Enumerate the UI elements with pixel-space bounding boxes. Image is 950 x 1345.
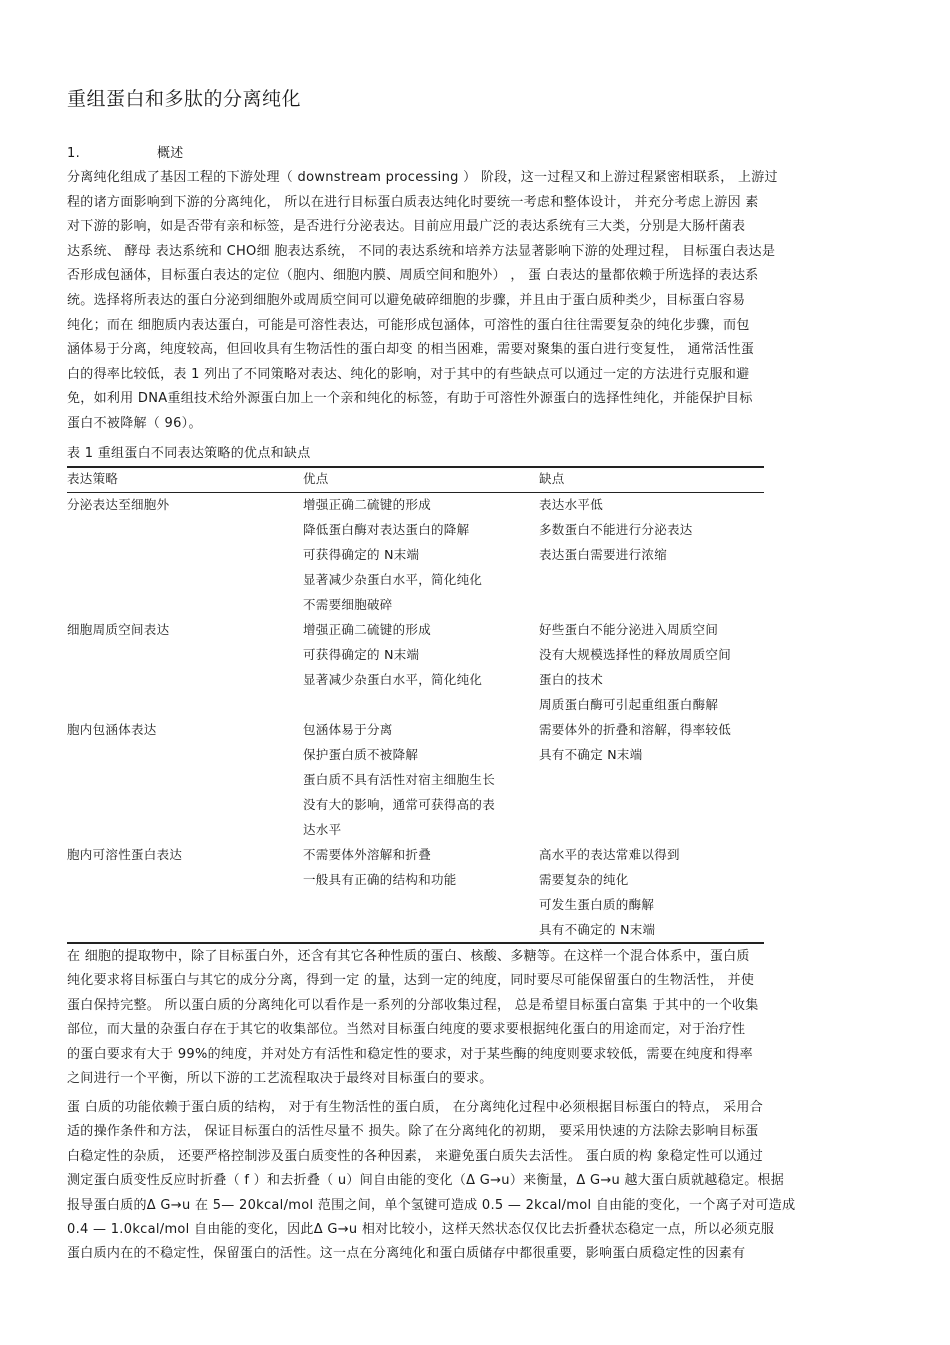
table-cell-strategy: 胞内可溶性蛋白表达 bbox=[67, 847, 183, 862]
table-cell-advantage: 可获得确定的 N末端 bbox=[303, 547, 420, 562]
table-caption: 表 1 重组蛋白不同表达策略的优点和缺点 bbox=[67, 446, 311, 461]
para3-line: 0.4 — 1.0kcal/mol 自由能的变化，因此Δ G→u 相对比较小，这样天然状态仅仅比去折叠状态稳定一点，所以必须克服 bbox=[67, 1222, 775, 1237]
table-cell-advantage: 降低蛋白酶对表达蛋白的降解 bbox=[303, 522, 470, 537]
para2-line: 的蛋白要求有大于 99%的纯度，并对处方有活性和稳定性的要求，对于某些酶的纯度则要求较低，需要在纯度和得率 bbox=[67, 1046, 753, 1062]
table-cell-disadvantage: 没有大规模选择性的释放周质空间 bbox=[539, 647, 732, 662]
table-cell-advantage: 不需要细胞破碎 bbox=[303, 597, 393, 612]
para2-line: 在 细胞的提取物中，除了目标蛋白外，还含有其它各种性质的蛋白、核酸、多糖等。在这样一个混合体系中，蛋白质 bbox=[67, 949, 750, 964]
table-bottom-rule bbox=[67, 942, 764, 944]
intro-line: 纯化；而在 细胞质内表达蛋白，可能是可溶性表达，可能形成包涵体，可溶性的蛋白往往需要复杂的纯化步骤，而包 bbox=[67, 317, 750, 333]
table-top-rule bbox=[67, 466, 764, 468]
table-cell-advantage: 保护蛋白质不被降解 bbox=[303, 747, 419, 762]
section-heading-row bbox=[67, 146, 184, 162]
intro-line: 白的得率比较低，表 1 列出了不同策略对表达、纯化的影响，对于其中的有些缺点可以通过一定的方法进行克服和避 bbox=[67, 366, 750, 382]
table-cell-strategy: 胞内包涵体表达 bbox=[67, 722, 157, 737]
table-cell-disadvantage: 具有不确定的 N末端 bbox=[539, 922, 656, 937]
table-cell-advantage: 一般具有正确的结构和功能 bbox=[303, 872, 457, 887]
intro-line: 蛋白不被降解（ 96）。 bbox=[67, 416, 202, 431]
section-heading: 概述 bbox=[157, 146, 184, 161]
para3-line: 白稳定性的杂质， 还要严格控制涉及蛋白质变性的各种因素， 来避免蛋白质失去活性。 蛋白质的构 象稳定性可以通过 bbox=[67, 1148, 764, 1164]
table-cell-advantage: 蛋白质不具有活性对宿主细胞生长 bbox=[303, 772, 496, 787]
para2-line: 部位，而大量的杂蛋白存在于其它的收集部位。当然对目标蛋白纯度的要求要根据纯化蛋白的用途而定，对于治疗性 bbox=[67, 1022, 746, 1038]
table-cell-strategy: 分泌表达至细胞外 bbox=[67, 497, 170, 512]
section-number: 1. bbox=[67, 146, 81, 161]
table-cell-disadvantage: 周质蛋白酶可引起重组蛋白酶解 bbox=[539, 697, 719, 712]
para3-line: 报导蛋白质的Δ G→u 在 5— 20kcal/mol 范围之间，单个氢键可造成 0.5 — 2kcal/mol 自由能的变化，一个离子对可造成 bbox=[67, 1197, 796, 1213]
para3-line: 蛋白质内在的不稳定性，保留蛋白的活性。这一点在分离纯化和蛋白质储存中都很重要，影响蛋白质稳定性的因素有 bbox=[67, 1246, 746, 1262]
intro-line: 统。选择将所表达的蛋白分泌到细胞外或周质空间可以避免破碎细胞的步骤，并且由于蛋白质种类少，目标蛋白容易 bbox=[67, 293, 746, 308]
table-cell-advantage: 增强正确二硫键的形成 bbox=[303, 497, 432, 512]
para2-line: 蛋白保持完整。 所以蛋白质的分离纯化可以看作是一系列的分部收集过程， 总是希望目标蛋白富集 于其中的一个收集 bbox=[67, 997, 759, 1013]
para3-line: 测定蛋白质变性反应时折叠（ f ）和去折叠（ u）间自由能的变化（Δ G→u）来衡量，Δ G→u 越大蛋白质就越稳定。根据 bbox=[67, 1173, 785, 1189]
table-cell-advantage: 达水平 bbox=[303, 822, 342, 837]
table-cell-advantage: 增强正确二硫键的形成 bbox=[303, 622, 432, 637]
para3-line: 适的操作条件和方法， 保证目标蛋白的活性尽量不 损失。除了在分离纯化的初期， 要采用快速的方法除去影响目标蛋 bbox=[67, 1124, 759, 1140]
table-cell-disadvantage: 表达水平低 bbox=[539, 497, 604, 512]
table-cell-advantage: 包涵体易于分离 bbox=[303, 722, 393, 737]
intro-line: 涵体易于分离，纯度较高，但回收具有生物活性的蛋白却变 的相当困难，需要对聚集的蛋白进行变复性， 通常活性蛋 bbox=[67, 342, 755, 358]
table-header-disadvantages: 缺点 bbox=[539, 471, 565, 486]
intro-line: 程的诸方面影响到下游的分离纯化， 所以在进行目标蛋白质表达纯化时要统一考虑和整体设计， 并充分考虑上游因 素 bbox=[67, 194, 759, 210]
intro-line: 免，如利用 DNA重组技术给外源蛋白加上一个亲和纯化的标签，有助于可溶性外源蛋白的选择性纯化，并能保护目标 bbox=[67, 391, 753, 407]
table-cell-disadvantage: 需要复杂的纯化 bbox=[539, 872, 629, 887]
table-cell-disadvantage: 蛋白的技术 bbox=[539, 672, 604, 687]
intro-line: 达系统、 酵母 表达系统和 CHO细 胞表达系统， 不同的表达系统和培养方法显著影响下游的处理过程， 目标蛋白表达是 bbox=[67, 243, 776, 259]
table-cell-strategy: 细胞周质空间表达 bbox=[67, 622, 170, 637]
table-cell-disadvantage: 需要体外的折叠和溶解，得率较低 bbox=[539, 722, 732, 737]
intro-line: 否形成包涵体，目标蛋白表达的定位（胞内、细胞内膜、周质空间和胞外） ， 蛋 白表达的量都依赖于所选择的表达系 bbox=[67, 268, 759, 284]
table-cell-advantage: 显著减少杂蛋白水平，简化纯化 bbox=[303, 672, 483, 687]
intro-line: 对下游的影响，如是否带有亲和标签，是否进行分泌表达。目前应用最广泛的表达系统有三大类，分别是大肠杆菌表 bbox=[67, 219, 746, 235]
table-header-advantages: 优点 bbox=[303, 471, 329, 486]
table-cell-disadvantage: 可发生蛋白质的酶解 bbox=[539, 897, 655, 912]
intro-line: 分离纯化组成了基因工程的下游处理（ downstream processing ） 阶段，这一过程又和上游过程紧密相联系， 上游过 bbox=[67, 170, 778, 185]
table-cell-disadvantage: 高水平的表达常难以得到 bbox=[539, 847, 680, 862]
para3-line: 蛋 白质的功能依赖于蛋白质的结构， 对于有生物活性的蛋白质， 在分离纯化过程中必须根据目标蛋白的特点， 采用合 bbox=[67, 1100, 764, 1115]
table-cell-disadvantage: 多数蛋白不能进行分泌表达 bbox=[539, 522, 693, 537]
table-cell-disadvantage: 表达蛋白需要进行浓缩 bbox=[539, 547, 668, 562]
table-cell-disadvantage: 好些蛋白不能分泌进入周质空间 bbox=[539, 622, 719, 637]
table-header-strategy: 表达策略 bbox=[67, 471, 119, 486]
para2-line: 之间进行一个平衡，所以下游的工艺流程取决于最终对目标蛋白的要求。 bbox=[67, 1071, 493, 1086]
table-cell-advantage: 没有大的影响，通常可获得高的表 bbox=[303, 797, 496, 812]
table-cell-advantage: 可获得确定的 N末端 bbox=[303, 647, 420, 662]
page-title: 重组蛋白和多肽的分离纯化 bbox=[67, 88, 302, 110]
table-header-rule bbox=[67, 492, 764, 493]
table-cell-advantage: 不需要体外溶解和折叠 bbox=[303, 847, 432, 862]
table-cell-advantage: 显著减少杂蛋白水平，简化纯化 bbox=[303, 572, 483, 587]
para2-line: 纯化要求将目标蛋白与其它的成分分离，得到一定 的量，达到一定的纯度，同时要尽可能保留蛋白的生物活性， 并使 bbox=[67, 973, 755, 989]
table-cell-disadvantage: 具有不确定 N末端 bbox=[539, 747, 643, 762]
